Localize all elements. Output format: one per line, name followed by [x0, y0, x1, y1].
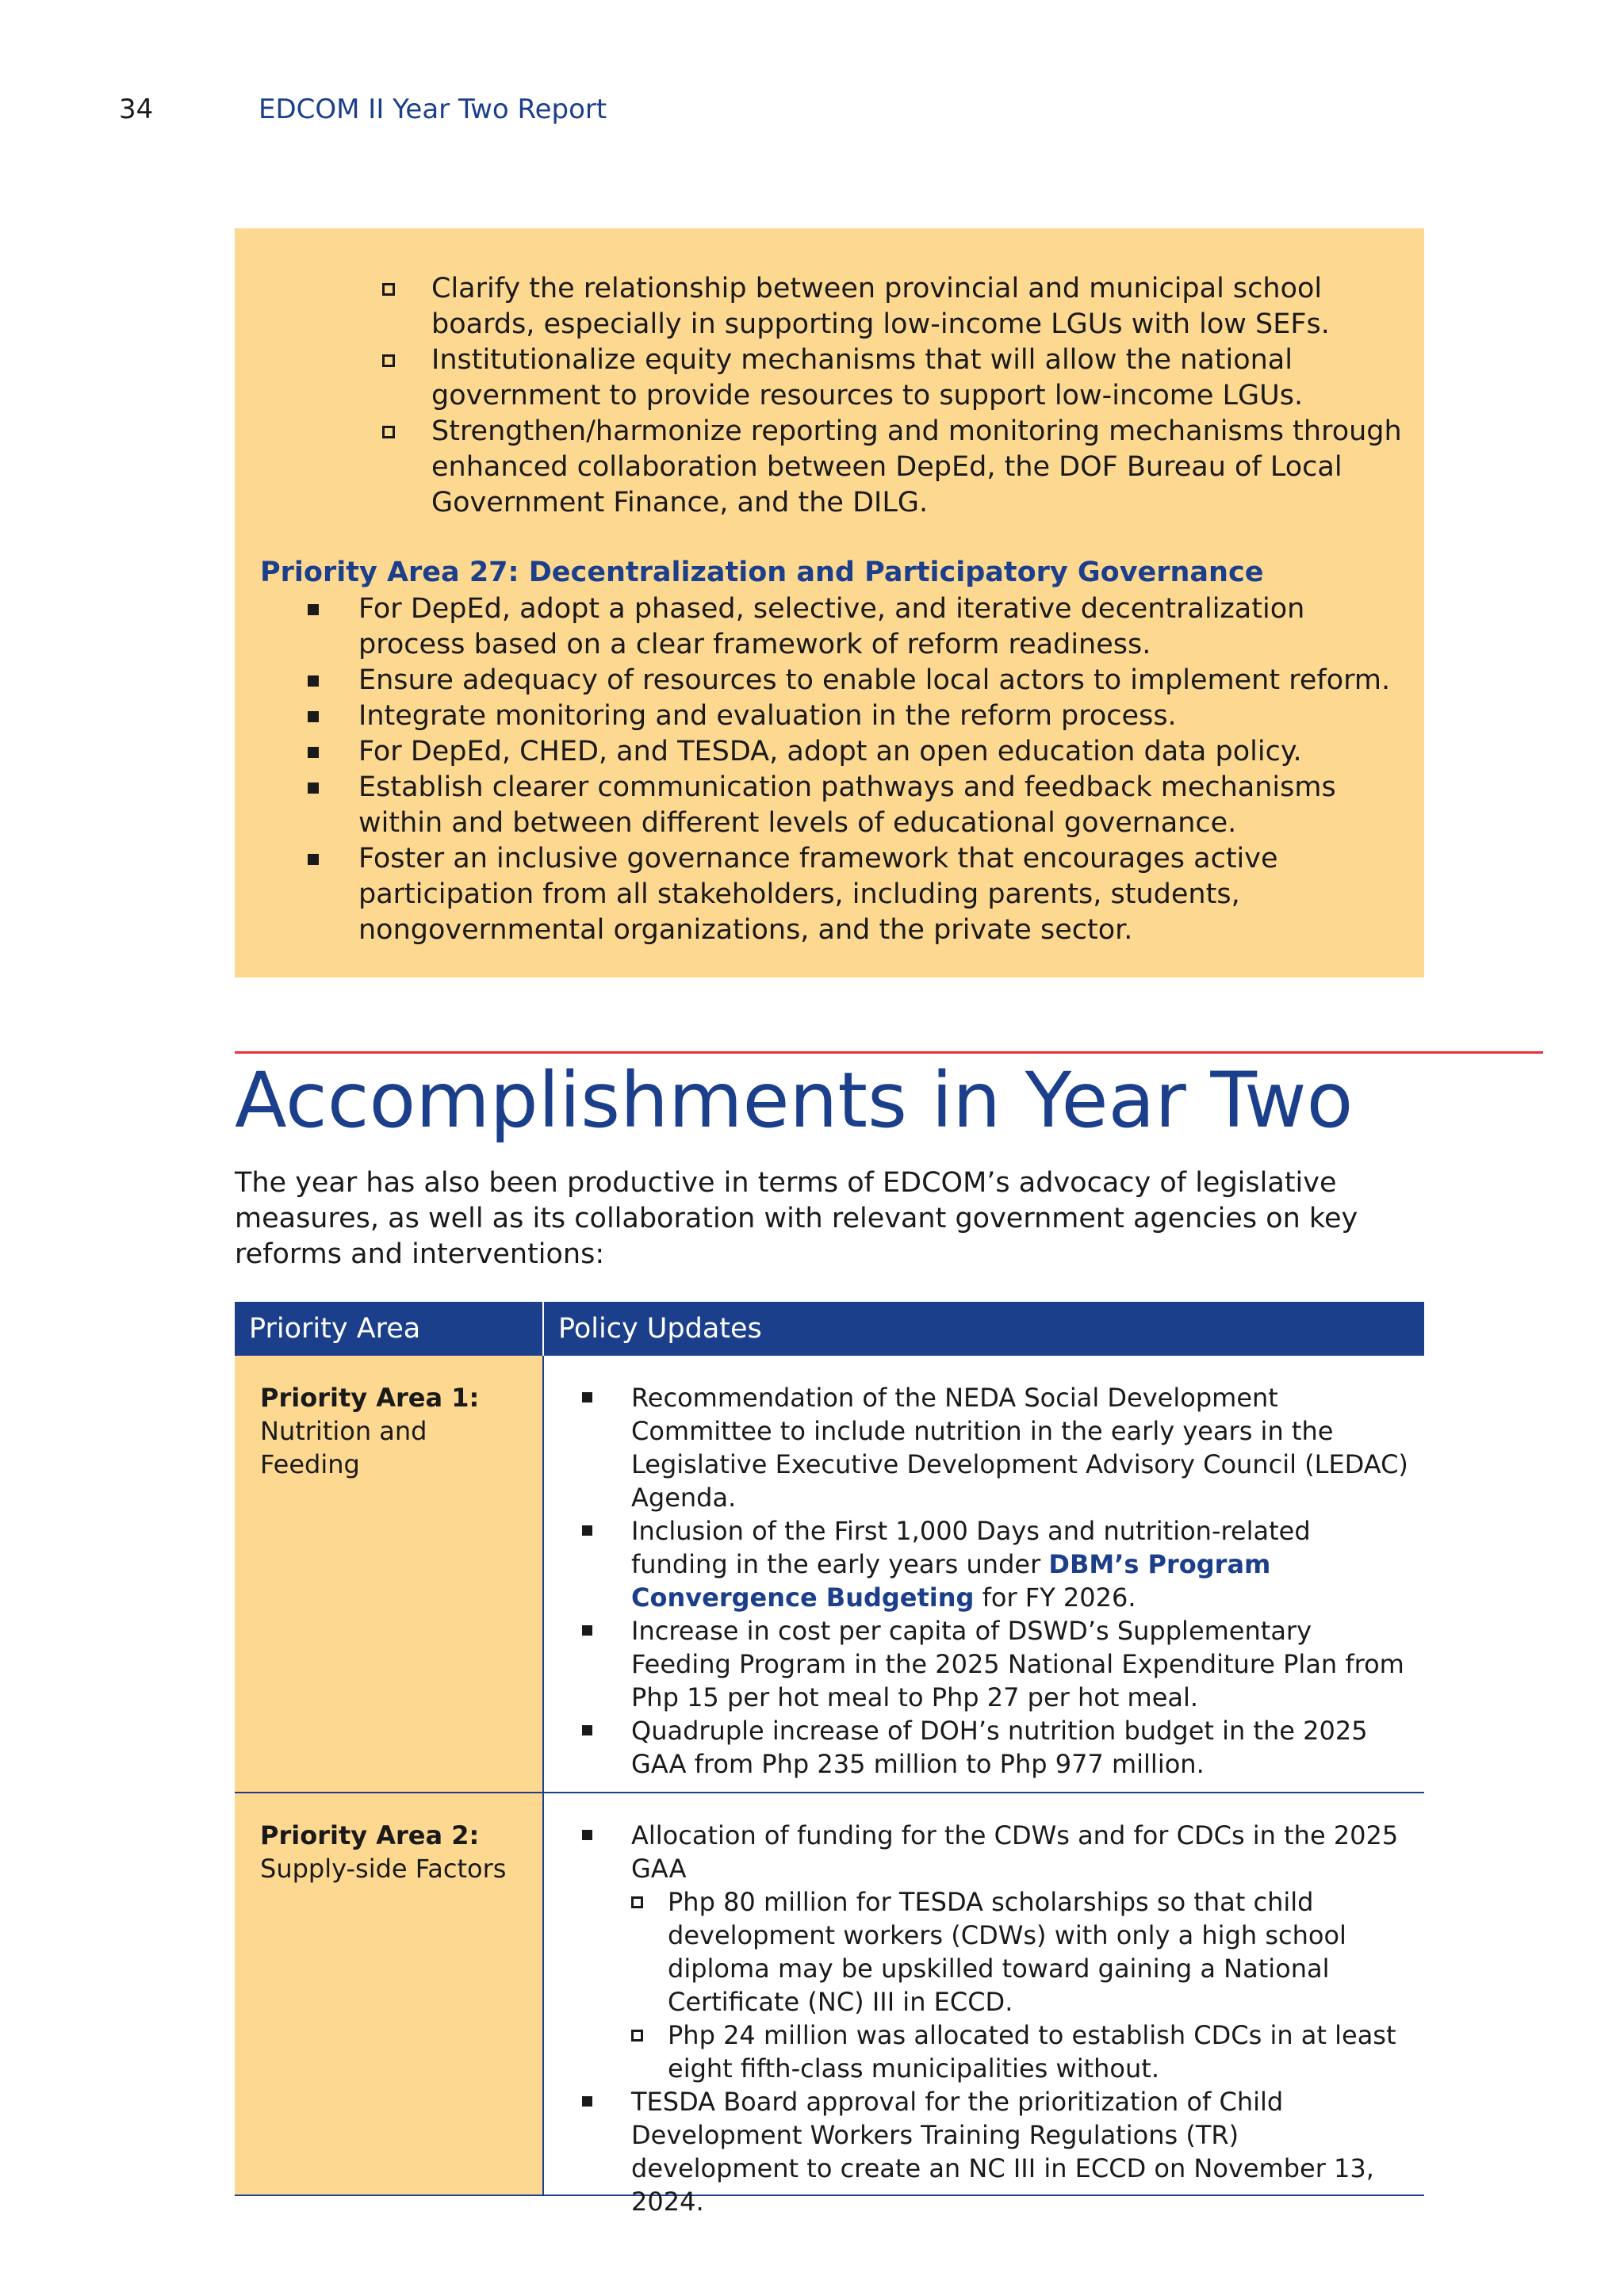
table-row [235, 1356, 1424, 1793]
list-item: Foster an inclusive governance framework that encourages active participation from all stakeholders, including parents, students, nongovernmental organizations, and the private sector. [308, 841, 1405, 948]
list-item-text: Allocation of funding for the CDWs and for CDCs in the 2025 GAA [631, 1820, 1399, 1884]
list-item: Strengthen/harmonize reporting and monitoring mechanisms through enhanced collaboration between DepEd, the DOF Bureau of Local Government Finance, and the DILG. [382, 414, 1405, 521]
list-item: Increase in cost per capita of DSWD’s Supplementary Feeding Program in the 2025 National Expenditure Plan from Php 15 per hot meal to Php 27 per hot meal. [582, 1614, 1408, 1714]
sub-recommendation-list [382, 271, 1405, 521]
list-item: For DepEd, adopt a phased, selective, and iterative decentralization process based on a clear framework of reform readiness. [308, 591, 1405, 663]
recommendations-box [235, 228, 1424, 978]
priority-area-heading: Priority Area 27: Decentralization and Participatory Governance [260, 557, 1264, 588]
priority-area-name: Supply-side Factors [260, 1854, 507, 1884]
list-item: Ensure adequacy of resources to enable local actors to implement reform. [308, 663, 1405, 698]
list-item: Recommendation of the NEDA Social Development Committee to include nutrition in the early years in the Legislative Executive Development Advisory Council (LEDAC) Agenda. [582, 1381, 1408, 1514]
list-item: Clarify the relationship between provincial and municipal school boards, especially in supporting low-income LGUs with low SEFs. [382, 271, 1405, 342]
list-item-text: for FY 2026. [974, 1582, 1136, 1613]
list-item [582, 1819, 1408, 2085]
priority-area-title: Priority Area 1: [260, 1383, 480, 1413]
list-item: Quadruple increase of DOH’s nutrition budget in the 2025 GAA from Php 235 million to Php 977 million. [582, 1714, 1408, 1781]
nested-list [631, 1885, 1408, 2085]
recommendation-list [308, 591, 1405, 948]
dbm-program-link[interactable]: DBM’s Program Convergence Budgeting [631, 1549, 1271, 1613]
policy-list [582, 1381, 1408, 1781]
column-header-policy-updates: Policy Updates [558, 1313, 762, 1345]
list-item-text: Inclusion of the First 1,000 Days and nutrition-related funding in the early years under [631, 1516, 1311, 1579]
section-title: Accomplishments in Year Two [235, 1056, 1354, 1145]
policy-updates-table [235, 1302, 1424, 2217]
policy-updates-cell [544, 1356, 1424, 1792]
list-item: For DepEd, CHED, and TESDA, adopt an open education data policy. [308, 734, 1405, 770]
table-row [235, 1793, 1424, 2217]
priority-area-cell [235, 1356, 544, 1792]
nested-list-item: Php 80 million for TESDA scholarships so that child development workers (CDWs) with only a high school diploma may be upskilled toward gaining a National Certificate (NC) III in ECCD. [631, 1885, 1408, 2019]
column-header-priority-area: Priority Area [235, 1302, 544, 1356]
table-header-row [235, 1302, 1424, 1356]
list-item: TESDA Board approval for the prioritization of Child Development Workers Training Regulations (TR) development to create an NC III in ECCD on November 13, 2024. [582, 2085, 1408, 2218]
nested-list-item: Php 24 million was allocated to establish CDCs in at least eight fifth-class municipalities without. [631, 2019, 1408, 2085]
page-number: 34 [119, 94, 154, 125]
list-item: Institutionalize equity mechanisms that will allow the national government to provide resources to support low-income LGUs. [382, 342, 1405, 414]
list-item: Establish clearer communication pathways and feedback mechanisms within and between different levels of educational governance. [308, 770, 1405, 841]
priority-area-name: Nutrition and Feeding [260, 1416, 427, 1479]
policy-list [582, 1819, 1408, 2218]
policy-updates-cell [544, 1793, 1424, 2217]
running-header: EDCOM II Year Two Report [259, 94, 607, 125]
list-item: Integrate monitoring and evaluation in the reform process. [308, 698, 1405, 734]
list-item [582, 1514, 1408, 1614]
priority-area-title: Priority Area 2: [260, 1820, 480, 1850]
intro-paragraph: The year has also been productive in terms of EDCOM’s advocacy of legislative measures, as well as its collaboration with relevant government agencies on key reforms and interventions: [235, 1167, 1358, 1270]
priority-area-cell [235, 1793, 544, 2195]
